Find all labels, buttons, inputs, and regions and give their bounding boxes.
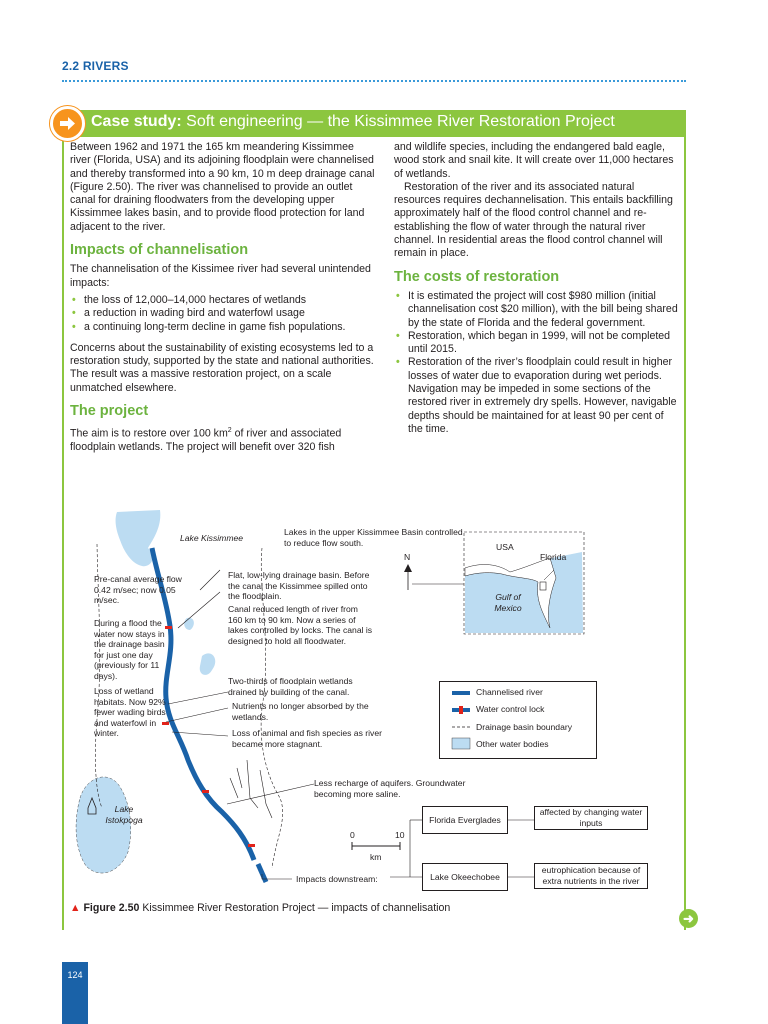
costs-list <box>394 290 679 436</box>
project-paragraph <box>70 424 375 454</box>
scale-zero: 0 <box>350 830 355 840</box>
left-column <box>70 141 375 462</box>
basin-note: Flat, low-lying drainage basin. Before the canal the Kissimmee spilled onto the floodplain. <box>228 570 370 602</box>
project-text-sup: 2 <box>227 427 232 435</box>
legend-channel-label: Channelised river <box>476 687 543 697</box>
aquifer-note: Less recharge of aquifers. Groundwater becoming more saline. <box>314 778 466 799</box>
leader-line <box>227 784 314 804</box>
lake-shape <box>200 653 216 675</box>
inset-usa-label: USA <box>496 542 514 552</box>
project-text-a: The aim is to restore over 100 km <box>70 427 228 440</box>
concerns-paragraph: Concerns about the sustainability of existing ecosystems led to a restoration study, supported by the state and national authorities. The result was a massive restoration project, on a scale unmatched elsewhere. <box>70 341 374 394</box>
nutrients-note: Nutrients no longer absorbed by the wetlands. <box>232 701 369 722</box>
wetlands-note: Two-thirds of floodplain wetlands drained by building of the canal. <box>228 676 353 697</box>
legend-water-label: Other water bodies <box>476 739 549 749</box>
figure-map <box>62 508 686 898</box>
right-column <box>394 141 679 444</box>
costs-heading: The costs of restoration <box>394 268 560 285</box>
okeechobee-effect-box: eutrophication because of extra nutrients in the river <box>534 863 648 889</box>
flood-note: During a flood the water now stays in the drainage basin for just one day (previously for 11 days). <box>94 618 165 681</box>
impacts-list <box>70 294 375 334</box>
legend-boundary-label: Drainage basin boundary <box>476 722 573 732</box>
scale-ten: 10 <box>395 830 405 840</box>
length-note: Canal reduced length of river from 160 km to 90 km. Now a series of lakes controlled by locks. The canal is designed to hold all floodwater. <box>228 604 373 646</box>
inset-florida-label: Florida <box>540 552 567 562</box>
dotted-rule <box>62 80 686 82</box>
species-note: Loss of animal and fish species as river became more stagnant. <box>232 728 382 749</box>
lake-kissimmee-label: Lake Kissimmee <box>180 533 244 543</box>
figure-caption <box>70 902 450 914</box>
continuation-paragraph: and wildlife species, including the endangered bald eagle, wood stork and snail kite. It will create over 11,000 hectares of wetlands. <box>394 141 674 180</box>
list-item: • Restoration, which began in 1999, will not be completed until 2015. <box>394 330 679 357</box>
impacts-heading: Impacts of channelisation <box>70 242 249 259</box>
list-item: • It is estimated the project will cost $980 million (initial channelisation cost $20 million), with the bill being shared by the state of Florida and the federal government. <box>394 290 679 330</box>
map-legend <box>439 681 597 759</box>
legend-water-swatch <box>452 738 470 749</box>
everglades-effect-box: affected by changing water inputs <box>534 806 648 830</box>
figure-number: Figure 2.50 <box>83 902 140 914</box>
leader-line <box>168 692 228 704</box>
north-label: N <box>404 552 411 562</box>
lock-marker <box>202 790 209 793</box>
restoration-paragraph: Restoration of the river and its associated natural resources requires dechannelisation. This entails backfilling approximately half of the flood control channel and re-establishing the flow of water through the natural river channel. In residential areas the flood control channel will remain in place. <box>394 180 673 260</box>
figure-caption-text: Kissimmee River Restoration Project — impacts of channelisation <box>142 902 451 914</box>
okeechobee-box: Lake Okeechobee <box>422 863 508 891</box>
scale-unit: km <box>370 852 382 862</box>
triangle-icon: ▲ <box>70 902 81 914</box>
project-heading: The project <box>70 403 149 420</box>
upper-lakes-note: Lakes in the upper Kissimmee Basin controlled to reduce flow south. <box>284 527 463 548</box>
inset-gulf-label: Gulf of Mexico <box>494 592 522 613</box>
downstream-label: Impacts downstream: <box>296 874 378 884</box>
list-item: • a continuing long-term decline in game fish populations. <box>70 321 375 334</box>
arrow-right-icon <box>50 106 85 141</box>
case-study-lead: Case study: <box>91 113 182 130</box>
intro-paragraph: Between 1962 and 1971 the 165 km meandering Kissimmee river (Florida, USA) and its adjoining floodplain were channelised and thereby transformed into a 90 km, 10 m deep drainage canal (Figure 2.50). The river was channelised to provide an outlet canal for draining floodwaters from the developing upper Kissimmee lakes basin, and to provide flood protection for land adjacent to the river. <box>70 141 375 233</box>
list-item: • a reduction in wading bird and waterfowl usage <box>70 307 375 320</box>
section-label: 2.2 RIVERS <box>62 59 129 73</box>
leader-line <box>166 708 228 722</box>
next-arrow-icon[interactable]: ➜ <box>679 909 698 928</box>
tributary-lines <box>230 760 272 818</box>
leader-line <box>178 592 220 628</box>
impacts-intro: The channelisation of the Kissimee river had several unintended impacts: <box>70 263 371 289</box>
list-item: • Restoration of the river’s floodplain could result in higher losses of water due to evaporation during wet periods. Navigation may be impeded in some sections of the restored river in extremely dry spells. However, navigable depths should be maintained for at least 90 per cent of the time. <box>394 356 679 436</box>
legend-lock-label: Water control lock <box>476 704 545 714</box>
lake-istokpoga-label: Lake Istokpoga <box>105 804 143 825</box>
north-arrow-head <box>404 564 412 572</box>
everglades-box: Florida Everglades <box>422 806 508 834</box>
case-study-title <box>91 113 615 131</box>
lake-shape <box>184 618 194 630</box>
legend-channel-swatch <box>452 691 470 695</box>
legend-lock-marker <box>459 706 463 714</box>
case-study-heading: Soft engineering — the Kissimmee River Restoration Project <box>186 113 615 130</box>
list-item: • the loss of 12,000–14,000 hectares of wetlands <box>70 294 375 307</box>
flow-note: Pre-canal average flow 0.42 m/sec; now 0.05 m/sec. <box>94 574 182 606</box>
page-number: 124 <box>67 970 83 980</box>
habitat-note: Loss of wetland habitats. Now 92% fewer wading birds and waterfowl in winter. <box>94 686 166 739</box>
project-text-b: of river and associated floodplain wetlands. The project will benefit over 320 fish <box>70 427 342 454</box>
leader-line <box>200 570 220 590</box>
lock-marker <box>248 844 255 847</box>
